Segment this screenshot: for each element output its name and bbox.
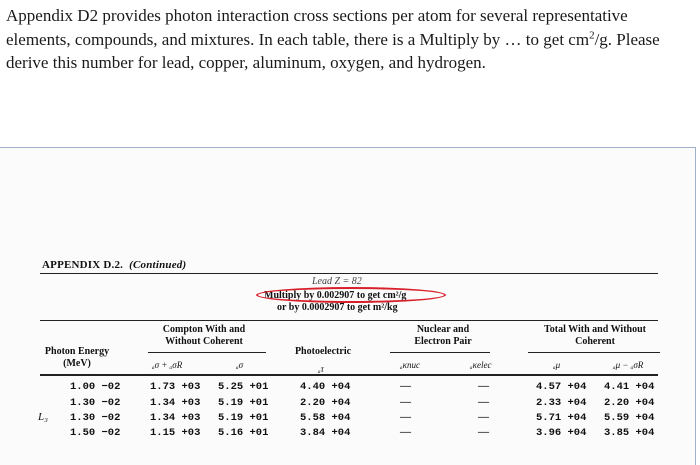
photoelectric-header: Photoelectric	[294, 346, 352, 357]
nuclear-rule	[390, 352, 490, 353]
nuclear-cell: —	[400, 380, 411, 392]
electron-cell: —	[478, 396, 489, 408]
total-cell: 5.71 +04	[536, 412, 587, 424]
total-no-coherent-cell: 3.85 +04	[604, 427, 655, 439]
total-header	[528, 324, 662, 348]
header-top-rule	[40, 320, 658, 321]
nuclear-cell: —	[400, 426, 411, 438]
photon-energy-unit: (MeV)	[63, 358, 91, 369]
compton-sum-cell: 1.34 +03	[150, 397, 201, 409]
alternate-factor: or by 0.0002907 to get m²/kg	[277, 302, 398, 313]
photoelectric-cell: 3.84 +04	[300, 427, 351, 439]
photoelectric-cell: 2.20 +04	[300, 397, 351, 409]
compton-header-line2: Without Coherent	[165, 336, 243, 347]
nuclear-header	[398, 324, 488, 348]
table-caption	[42, 259, 186, 271]
question-part-1: Appendix D2 provides photon interaction cross sections per atom for several representative elements, compounds, and mixtures. In each table, there is a Multiply by … to get cm	[6, 6, 628, 49]
compton-cell: 5.19 +01	[218, 397, 269, 409]
compton-sum-cell: 1.34 +03	[150, 412, 201, 424]
total-header-line1: Total With and Without	[544, 324, 646, 335]
photoelectric-cell: 4.40 +04	[300, 381, 351, 393]
energy-cell: 1.30 −02	[70, 412, 121, 424]
question-part-2: /g. Please derive this number for lead, copper, aluminum, oxygen, and hydrogen.	[6, 29, 660, 72]
compton-cell: 5.19 +01	[218, 412, 269, 424]
electron-cell: —	[478, 380, 489, 392]
total-cell: 2.33 +04	[536, 397, 587, 409]
compton-sum-cell: 1.15 +03	[150, 427, 201, 439]
total-cell: 3.96 +04	[536, 427, 587, 439]
subheader-total: ₐμ	[553, 360, 561, 370]
energy-cell: 1.50 −02	[70, 427, 121, 439]
subheader-nuclear: ₐκnuc	[400, 360, 420, 370]
total-cell: 4.57 +04	[536, 381, 587, 393]
subheader-compton-sum: ₐσ + ₐσR	[152, 360, 183, 370]
total-header-line2: Coherent	[575, 336, 615, 347]
compton-cell: 5.16 +01	[218, 427, 269, 439]
nuclear-header-line1: Nuclear and	[416, 324, 470, 335]
nuclear-header-line2: Electron Pair	[414, 336, 472, 347]
subheader-photoelectric: ₐτ	[318, 364, 324, 374]
element-label: Lead Z = 82	[312, 276, 362, 287]
compton-header	[148, 324, 260, 348]
compton-sum-cell: 1.73 +03	[150, 381, 201, 393]
red-highlight-oval	[256, 287, 446, 303]
energy-cell: 1.30 −02	[70, 397, 121, 409]
edge-marker: L₃	[38, 411, 48, 423]
compton-header-line1: Compton With and	[162, 324, 246, 335]
photoelectric-cell: 5.58 +04	[300, 412, 351, 424]
nuclear-cell: —	[400, 411, 411, 423]
question-superscript: 2	[589, 28, 595, 41]
subheader-compton: ₐσ	[236, 360, 244, 370]
caption-label: APPENDIX D.2.	[42, 259, 124, 271]
question-text	[6, 4, 694, 75]
energy-cell: 1.00 −02	[70, 381, 121, 393]
subheader-electron: ₐκelec	[470, 360, 492, 370]
total-rule	[528, 352, 660, 353]
electron-cell: —	[478, 411, 489, 423]
total-no-coherent-cell: 5.59 +04	[604, 412, 655, 424]
photon-energy-label: Photon Energy	[44, 346, 110, 357]
photon-energy-header	[22, 346, 132, 370]
caption-continued: (Continued)	[129, 259, 187, 271]
header-bottom-rule	[40, 374, 658, 376]
caption-rule	[40, 273, 658, 274]
total-no-coherent-cell: 4.41 +04	[604, 381, 655, 393]
total-no-coherent-cell: 2.20 +04	[604, 397, 655, 409]
subheader-total-no-coherent: ₐμ − ₐσR	[613, 360, 644, 370]
multiply-factor: Multiply by 0.002907 to get cm²/g	[264, 290, 407, 301]
nuclear-cell: —	[400, 396, 411, 408]
compton-cell: 5.25 +01	[218, 381, 269, 393]
electron-cell: —	[478, 426, 489, 438]
scanned-table-image	[0, 147, 696, 465]
compton-rule	[148, 352, 266, 353]
